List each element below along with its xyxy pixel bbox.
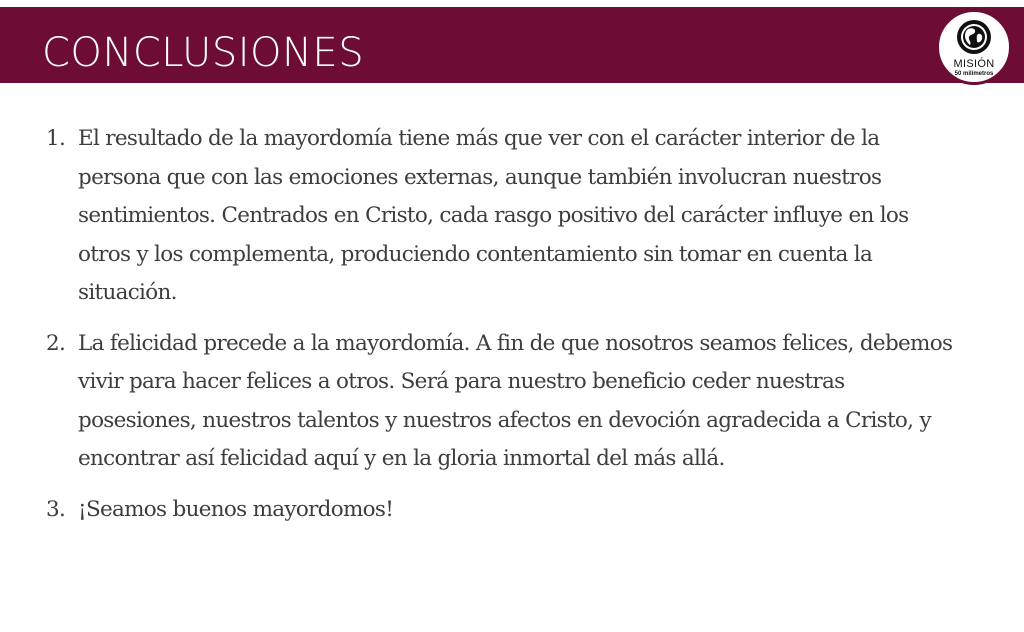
list-item — [46, 491, 966, 530]
item-number: 2. — [46, 330, 66, 356]
item-number: 3. — [46, 496, 66, 522]
item-number: 1. — [46, 126, 66, 151]
header-bar — [0, 7, 1024, 83]
list-item — [46, 120, 966, 313]
slide-title: CONCLUSIONES — [42, 30, 365, 76]
logo-subtitle: 50 milímetros — [954, 71, 994, 77]
item-text: El resultado de la mayordomía tiene más que ver con el carácter interior de la persona que con las emociones externas, aunque también involucran nuestros sentimientos. Centrados en Cristo, cada rasgo positivo del carácter influye en los otros y los complementa, produciendo contentamiento sin tomar en cuenta la situación. — [78, 126, 909, 305]
item-text: La felicidad precede a la mayordomía. A fin de que nosotros seamos felices, debemos vivir para hacer felices a otros. Será para nuestro beneficio ceder nuestras posesiones, nuestros talentos y nuestros afectos en devoción agradecida a Cristo, y encontrar así felicidad aquí y en la gloria inmortal del más allá. — [78, 330, 953, 471]
conclusions-list — [46, 120, 966, 541]
mision-logo — [936, 9, 1012, 85]
item-text: ¡Seamos buenos mayordomos! — [78, 496, 394, 522]
logo-name: MISIÓN — [953, 58, 995, 70]
list-item — [46, 325, 966, 479]
